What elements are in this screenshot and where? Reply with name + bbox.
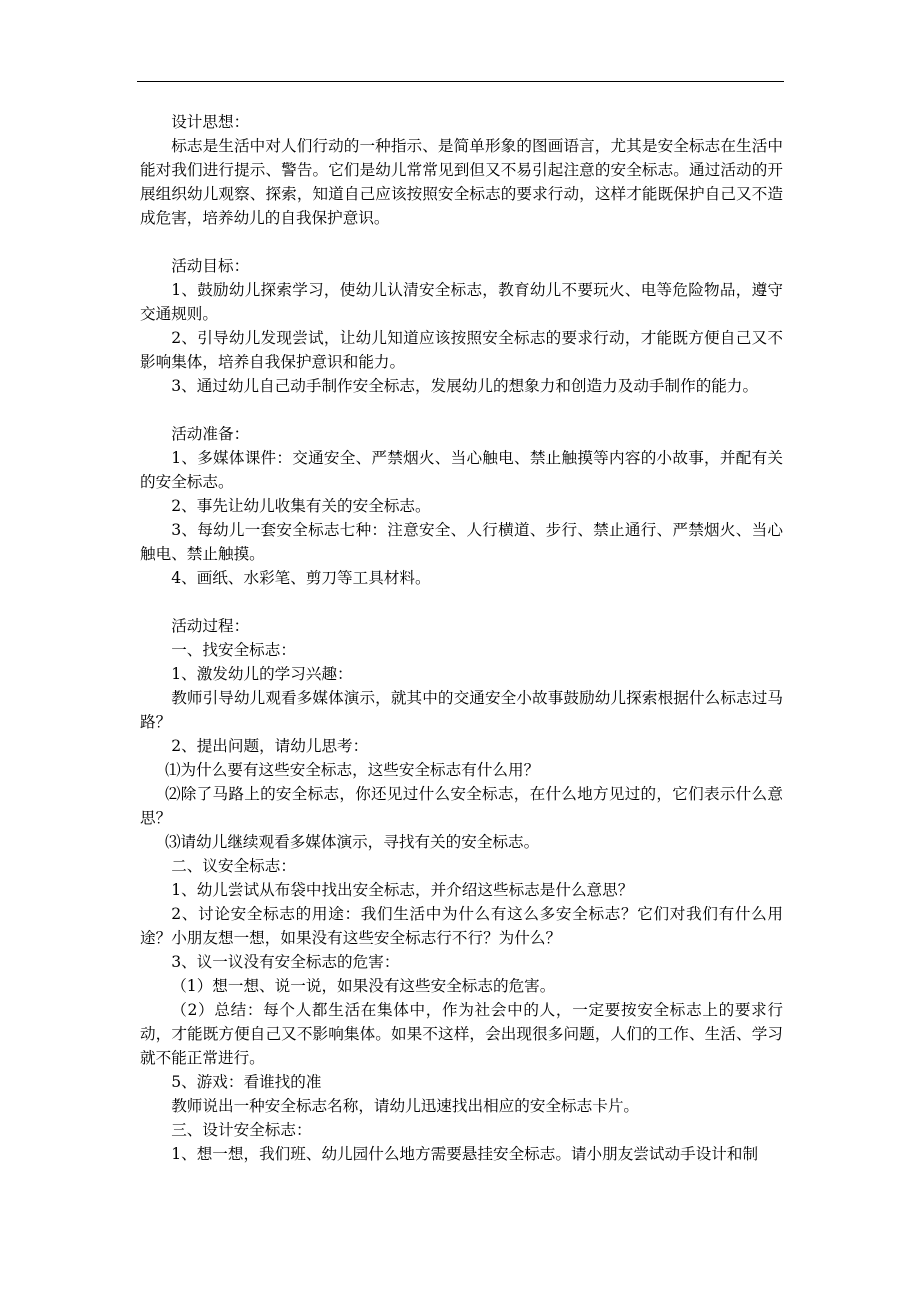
- paragraph: 5、游戏：看谁找的准: [171, 1073, 322, 1091]
- paragraph: 3、议一议没有安全标志的危害：: [171, 953, 400, 971]
- document-body: [140, 110, 783, 1166]
- paragraph: 标志是生活中对人们行动的一种指示、是简单形象的图画语言，尤其是安全标志在生活中能对我们进行提示、警告。它们是幼儿常常见到但又不易引起注意的安全标志。通过活动的开展组织幼儿观察、探索，知道自己应该按照安全标志的要求行动，这样才能既保护自己又不造成危害，培养幼儿的自我保护意识。: [140, 137, 783, 227]
- paragraph: 教师说出一种安全标志名称，请幼儿迅速找出相应的安全标志卡片。: [171, 1097, 640, 1115]
- paragraph: 2、讨论安全标志的用途：我们生活中为什么有这么多安全标志？它们对我们有什么用途？小朋友想一想，如果没有这些安全标志行不行？为什么？: [140, 905, 783, 947]
- paragraph: 一、找安全标志：: [171, 641, 296, 659]
- paragraph: 4、画纸、水彩笔、剪刀等工具材料。: [171, 569, 431, 587]
- paragraph: 二、议安全标志：: [171, 857, 296, 875]
- paragraph: ⑴为什么要有这些安全标志，这些安全标志有什么用？: [164, 761, 540, 779]
- paragraph: ⑵除了马路上的安全标志，你还见过什么安全标志，在什么地方见过的，它们表示什么意思？: [140, 785, 783, 827]
- paragraph: ⑶请幼儿继续观看多媒体演示，寻找有关的安全标志。: [164, 833, 540, 851]
- section-heading-design-idea: 设计思想：: [171, 113, 250, 131]
- section-spacer: [140, 230, 783, 254]
- paragraph: 1、幼儿尝试从布袋中找出安全标志，并介绍这些标志是什么意思？: [171, 881, 634, 899]
- paragraph: 1、鼓励幼儿探索学习，使幼儿认清安全标志，教育幼儿不要玩火、电等危险物品，遵守交通规则。: [140, 281, 783, 323]
- section-heading-activity-preparation: 活动准备：: [171, 425, 250, 443]
- header-rule: [137, 81, 784, 82]
- section-heading-activity-process: 活动过程：: [171, 617, 250, 635]
- section-heading-activity-goals: 活动目标：: [171, 257, 250, 275]
- paragraph: 2、提出问题，请幼儿思考：: [171, 737, 369, 755]
- paragraph: 3、通过幼儿自己动手制作安全标志，发展幼儿的想象力和创造力及动手制作的能力。: [171, 377, 759, 395]
- paragraph: 2、事先让幼儿收集有关的安全标志。: [171, 497, 431, 515]
- paragraph: （2）总结：每个人都生活在集体中，作为社会中的人，一定要按安全标志上的要求行动，才能既方便自己又不影响集体。如果不这样，会出现很多问题，人们的工作、生活、学习就不能正常进行。: [140, 1001, 783, 1067]
- paragraph: （1）想一想、说一说，如果没有这些安全标志的危害。: [171, 977, 556, 995]
- paragraph: 2、引导幼儿发现尝试，让幼儿知道应该按照安全标志的要求行动，才能既方便自己又不影响集体，培养自我保护意识和能力。: [140, 329, 783, 371]
- paragraph: 三、设计安全标志：: [171, 1121, 312, 1139]
- section-spacer: [140, 590, 783, 614]
- section-spacer: [140, 398, 783, 422]
- paragraph: 3、每幼儿一套安全标志七种：注意安全、人行横道、步行、禁止通行、严禁烟火、当心触电、禁止触摸。: [140, 521, 783, 563]
- paragraph: 教师引导幼儿观看多媒体演示，就其中的交通安全小故事鼓励幼儿探索根据什么标志过马路？: [140, 689, 783, 731]
- paragraph: 1、多媒体课件：交通安全、严禁烟火、当心触电、禁止触摸等内容的小故事，并配有关的安全标志。: [140, 449, 783, 491]
- paragraph: 1、激发幼儿的学习兴趣：: [171, 665, 353, 683]
- paragraph: 1、想一想，我们班、幼儿园什么地方需要悬挂安全标志。请小朋友尝试动手设计和制: [171, 1145, 759, 1163]
